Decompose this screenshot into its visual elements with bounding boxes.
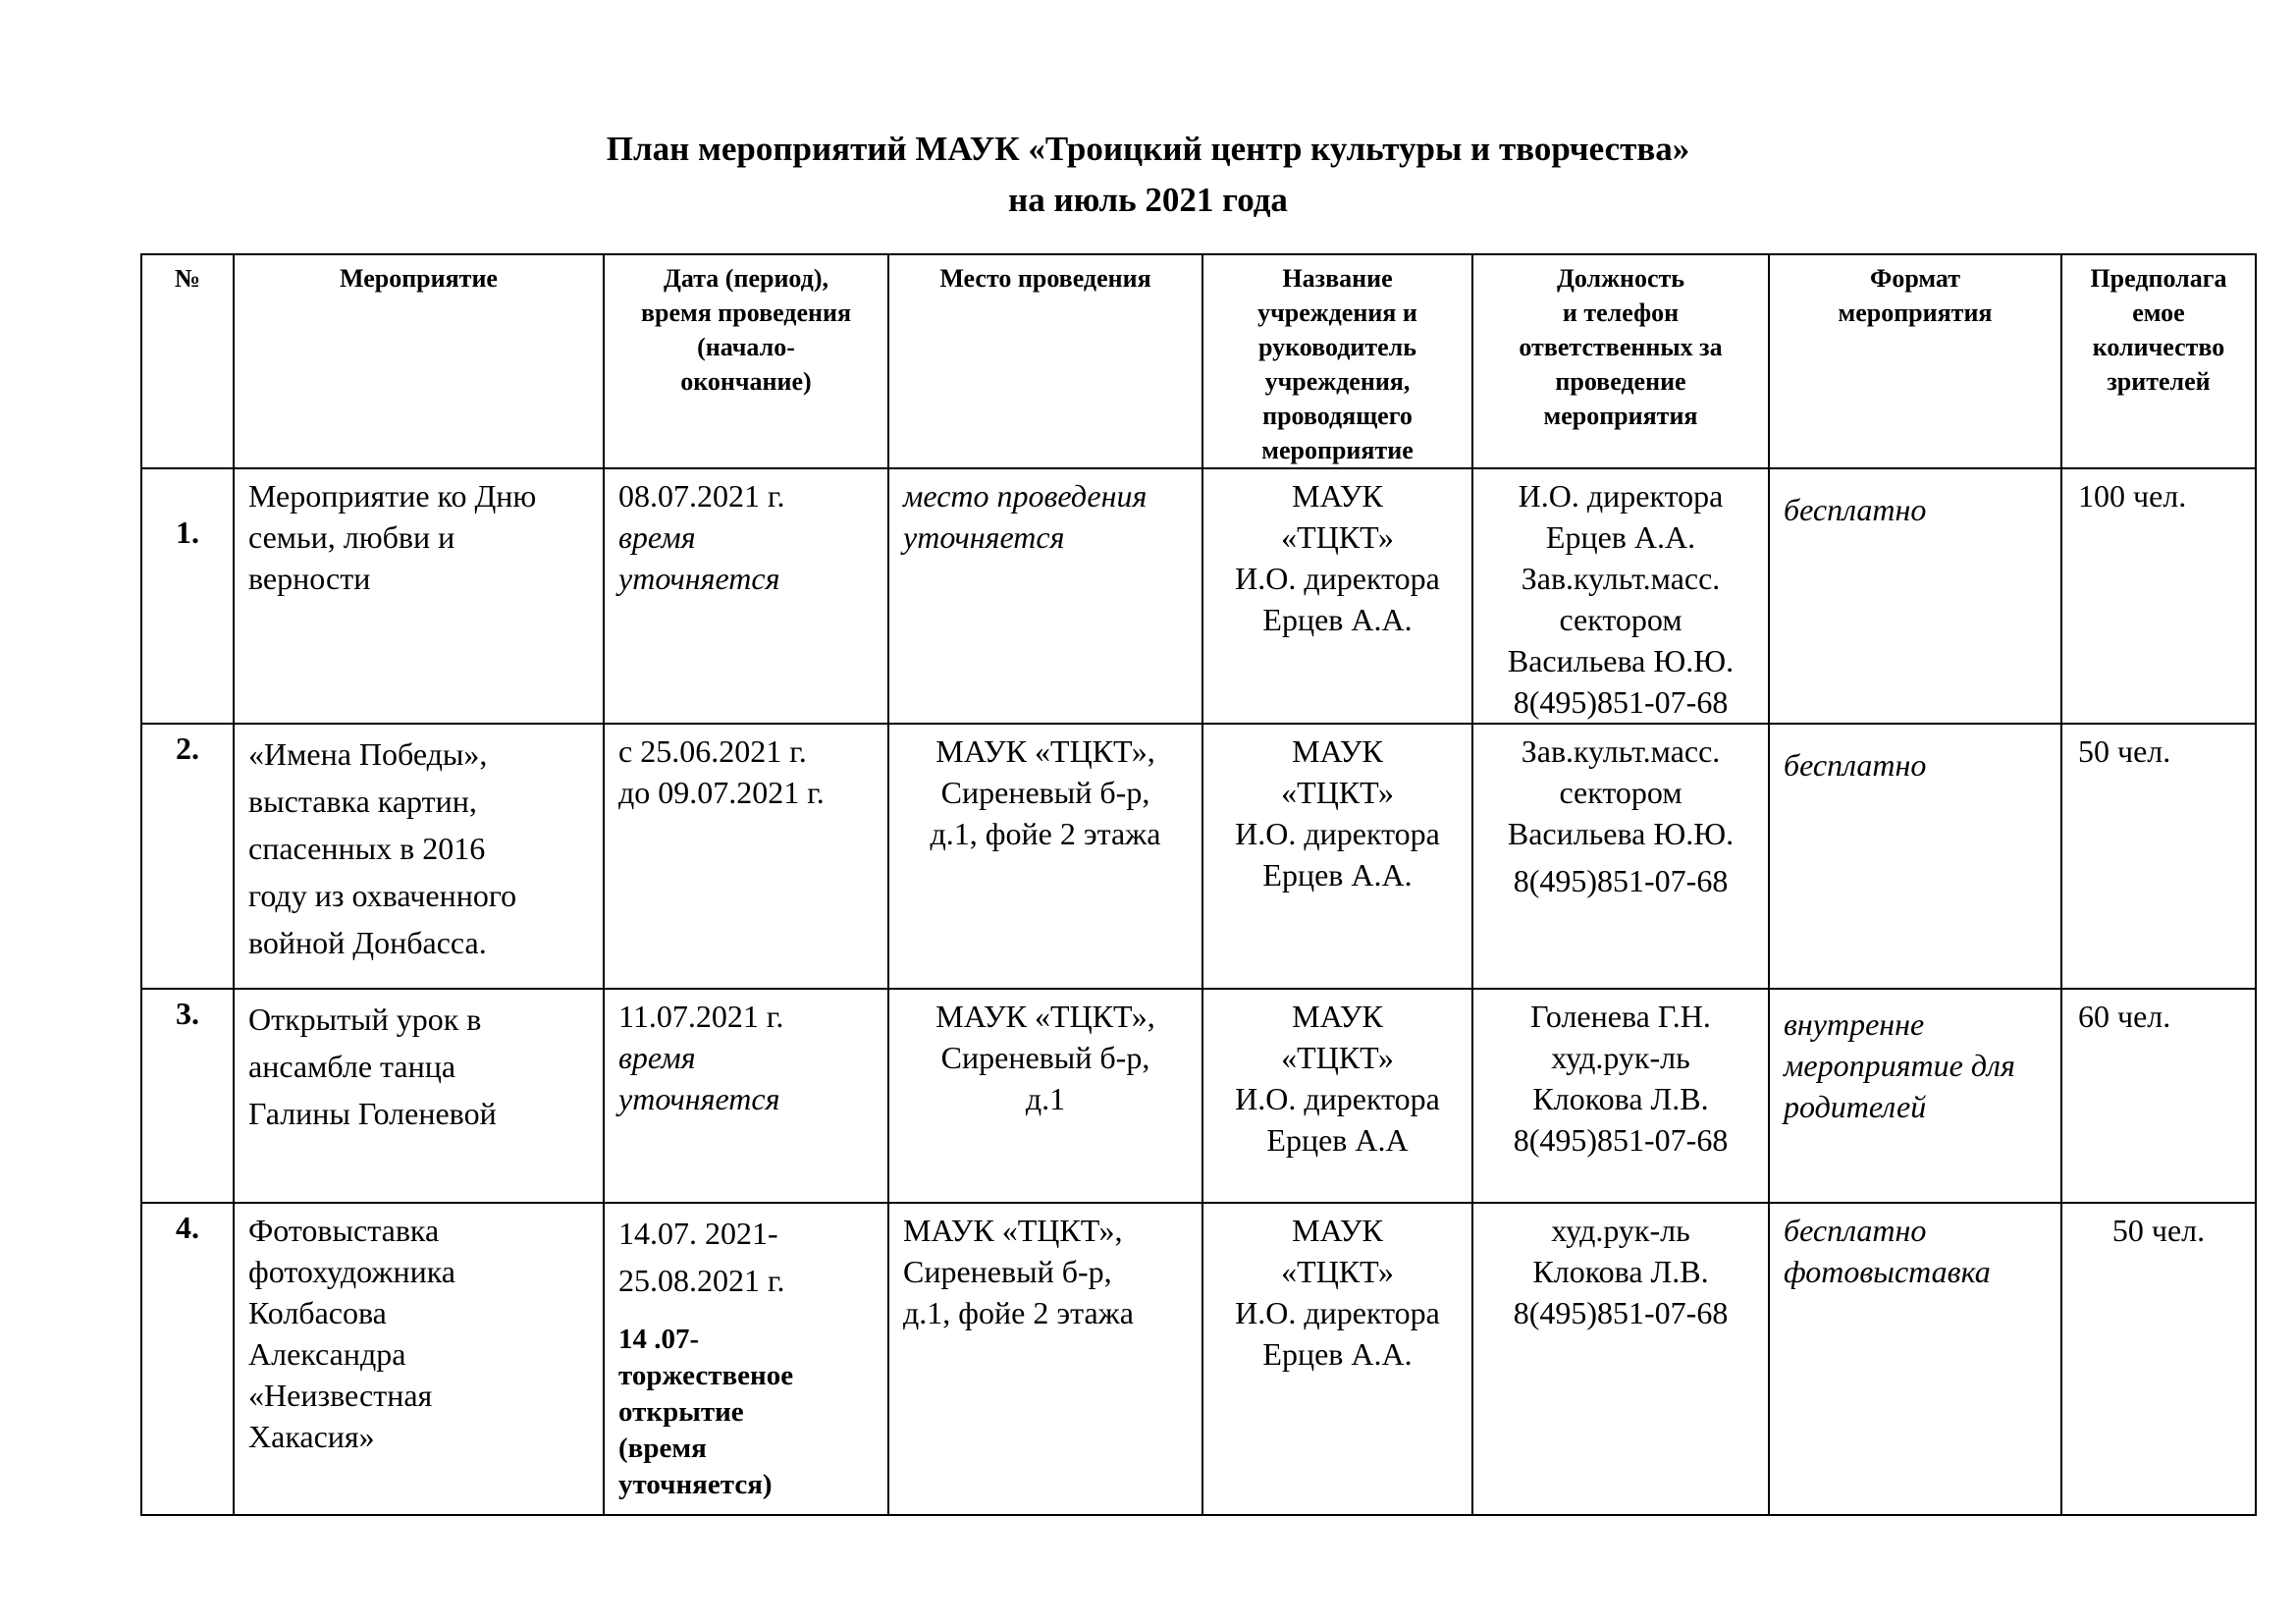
place-cell: МАУК «ТЦКТ», Сиреневый б-р, д.1, фойе 2 этажа xyxy=(888,724,1202,989)
header-organization: Название учреждения и руководитель учреждения, проводящего мероприятие xyxy=(1202,254,1472,468)
format-cell: внутренне мероприятие для родителей xyxy=(1769,989,2061,1203)
format-cell: бесплатно xyxy=(1769,468,2061,724)
header-format: Формат мероприятия xyxy=(1769,254,2061,468)
header-responsible: Должность и телефон ответственных за проведение мероприятия xyxy=(1472,254,1769,468)
format-cell: бесплатно фотовыставка xyxy=(1769,1203,2061,1515)
event-cell: Открытый урок в ансамбле танца Галины Голеневой xyxy=(234,989,604,1203)
audience-cell: 60 чел. xyxy=(2061,989,2256,1203)
date-cell: 11.07.2021 г. время уточняется xyxy=(604,989,888,1203)
header-place: Место проведения xyxy=(888,254,1202,468)
row-number: 4. xyxy=(141,1203,234,1515)
row-number: 1. xyxy=(141,468,234,724)
date-cell: 14.07. 2021- 25.08.2021 г. 14 .07- торжественое открытие (время уточняется) xyxy=(604,1203,888,1515)
format-cell: бесплатно xyxy=(1769,724,2061,989)
row-number: 2. xyxy=(141,724,234,989)
organization-cell: МАУК «ТЦКТ» И.О. директора Ерцев А.А. xyxy=(1202,724,1472,989)
organization-cell: МАУК «ТЦКТ» И.О. директора Ерцев А.А. xyxy=(1202,468,1472,724)
responsible-cell: худ.рук-ль Клокова Л.В. 8(495)851-07-68 xyxy=(1472,1203,1769,1515)
opening-note: 14 .07- торжественое открытие (время уточняется) xyxy=(618,1324,794,1500)
responsible-cell: Зав.культ.масс. сектором Васильева Ю.Ю. 8(495)851-07-68 xyxy=(1472,724,1769,989)
document-title: План мероприятий МАУК «Троицкий центр культуры и творчества» xyxy=(606,130,1690,168)
header-event: Мероприятие xyxy=(234,254,604,468)
table-row xyxy=(141,1203,2256,1515)
events-table xyxy=(140,253,2257,1516)
place-cell: МАУК «ТЦКТ», Сиреневый б-р, д.1 xyxy=(888,989,1202,1203)
event-cell: Фотовыставка фотохудожника Колбасова Александра «Неизвестная Хакасия» xyxy=(234,1203,604,1515)
row-number: 3. xyxy=(141,989,234,1203)
header-number: № xyxy=(141,254,234,468)
audience-cell: 100 чел. xyxy=(2061,468,2256,724)
responsible-cell: Голенева Г.Н. худ.рук-ль Клокова Л.В. 8(495)851-07-68 xyxy=(1472,989,1769,1203)
event-cell: Мероприятие ко Дню семьи, любви и верности xyxy=(234,468,604,724)
responsible-cell: И.О. директора Ерцев А.А. Зав.культ.масс. сектором Васильева Ю.Ю. 8(495)851-07-68 xyxy=(1472,468,1769,724)
event-cell: «Имена Победы», выставка картин, спасенных в 2016 году из охваченного войной Донбасса. xyxy=(234,724,604,989)
document-subtitle: на июль 2021 года xyxy=(1008,181,1288,219)
header-date: Дата (период), время проведения (начало- окончание) xyxy=(604,254,888,468)
audience-cell: 50 чел. xyxy=(2061,1203,2256,1515)
audience-cell: 50 чел. xyxy=(2061,724,2256,989)
table-row xyxy=(141,989,2256,1203)
table-header-row xyxy=(141,254,2256,468)
table-row xyxy=(141,468,2256,724)
date-cell: с 25.06.2021 г. до 09.07.2021 г. xyxy=(604,724,888,989)
table-row xyxy=(141,724,2256,989)
organization-cell: МАУК «ТЦКТ» И.О. директора Ерцев А.А. xyxy=(1202,1203,1472,1515)
place-cell: МАУК «ТЦКТ», Сиреневый б-р, д.1, фойе 2 этажа xyxy=(888,1203,1202,1515)
date-cell: 08.07.2021 г. время уточняется xyxy=(604,468,888,724)
place-cell: место проведения уточняется xyxy=(888,468,1202,724)
header-audience: Предполага емое количество зрителей xyxy=(2061,254,2256,468)
organization-cell: МАУК «ТЦКТ» И.О. директора Ерцев А.А xyxy=(1202,989,1472,1203)
